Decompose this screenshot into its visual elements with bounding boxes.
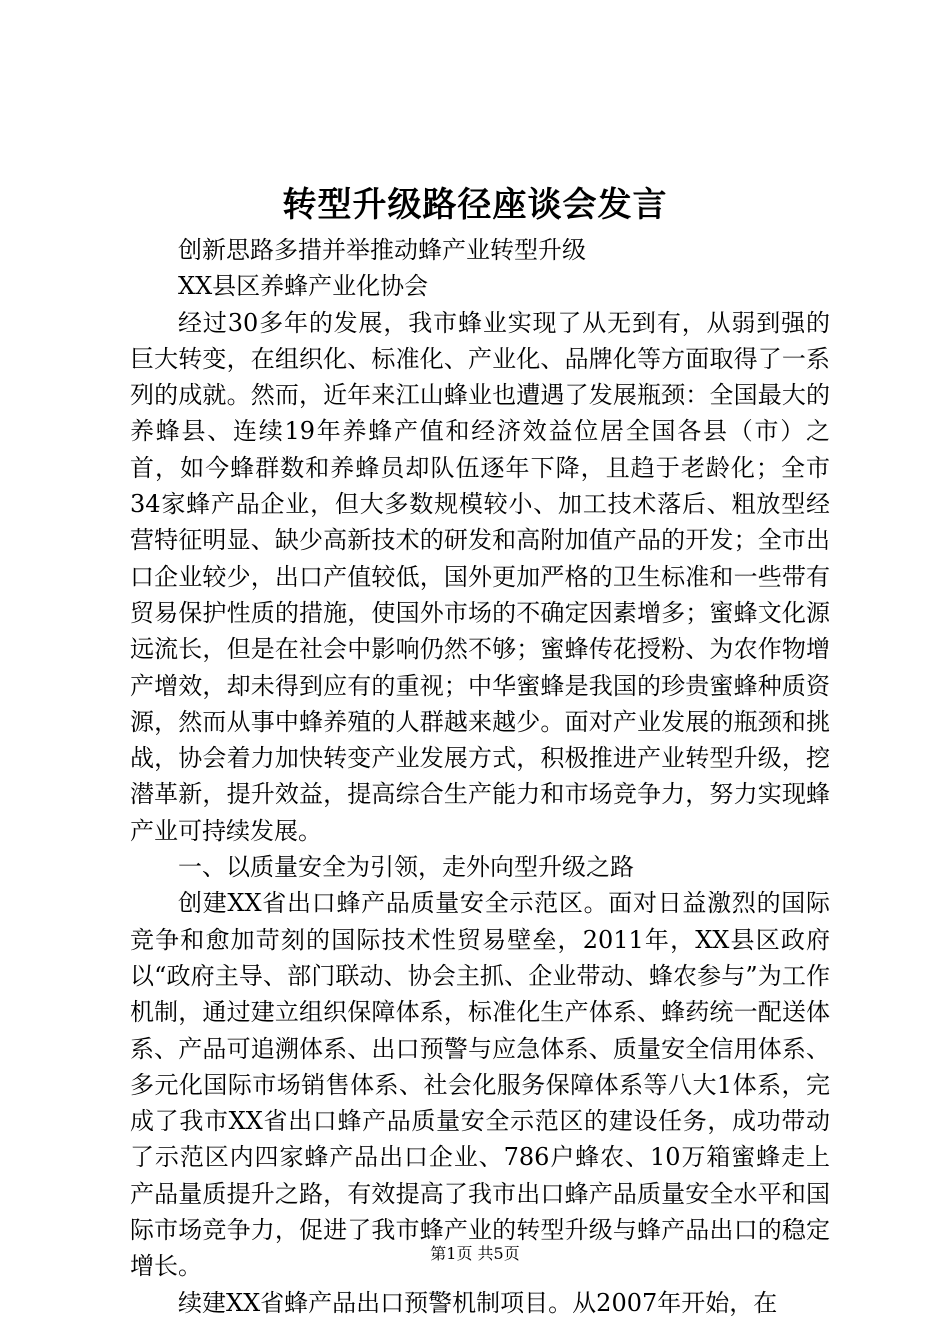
- document-body: [130, 232, 830, 1321]
- document-title: 转型升级路径座谈会发言: [282, 185, 668, 225]
- paragraph-warning-mechanism: 续建XX省蜂产品出口预警机制项目。从2007年开始，在: [178, 1288, 778, 1317]
- subtitle-line: 创新思路多措并举推动蜂产业转型升级: [178, 236, 586, 264]
- paragraph-demo-zone: 创建XX省出口蜂产品质量安全示范区。面对日益激烈的国际竞争和愈加苛刻的国际技术性贸易壁垒，2011年，XX县区政府以“政府主导、部门联动、协会主抓、企业带动、蜂农参与”为工作机制，通过建立组织保障体系，标准化生产体系、蜂药统一配送体系、产品可追溯体系、出口预警与应急体系、质量安全信用体系、多元化国际市场销售体系、社会化服务保障体系等八大1体系，完成了我市XX省出口蜂产品质量安全示范区的建设任务，成功带动了示范区内四家蜂产品出口企业、786户蜂农、10万箱蜜蜂走上产品量质提升之路，有效提高了我市出口蜂产品质量安全水平和国际市场竞争力，促进了我市蜂产业的转型升级与蜂产品出口的稳定增长。: [130, 889, 830, 1281]
- section-heading: 一、以质量安全为引领，走外向型升级之路: [178, 853, 634, 882]
- page-number-footer: 第1页 共5页: [430, 1244, 520, 1263]
- paragraph-intro: 经过30多年的发展，我市蜂业实现了从无到有，从弱到强的巨大转变，在组织化、标准化、产业化、品牌化等方面取得了一系列的成就。然而，近年来江山蜂业也遭遇了发展瓶颈：全国最大的养蜂县、连续19年养蜂产值和经济效益位居全国各县（市）之首，如今蜂群数和养蜂员却队伍逐年下降，且趋于老龄化；全市34家蜂产品企业，但大多数规模较小、加工技术落后、粗放型经营特征明显、缺少高新技术的研发和高附加值产品的开发；全市出口企业较少，出口产值较低，国外更加严格的卫生标准和一些带有贸易保护性质的措施，使国外市场的不确定因素增多；蜜蜂文化源远流长，但是在社会中影响仍然不够；蜜蜂传花授粉、为农作物增产增效，却未得到应有的重视；中华蜜蜂是我国的珍贵蜜蜂种质资源，然而从事中蜂养殖的人群越来越少。面对产业发展的瓶颈和挑战，协会着力加快转变产业发展方式，积极推进产业转型升级，挖潜革新，提升效益，提高综合生产能力和市场竞争力，努力实现蜂产业可持续发展。: [130, 308, 830, 845]
- author-line: XX县区养蜂产业化协会: [178, 272, 429, 301]
